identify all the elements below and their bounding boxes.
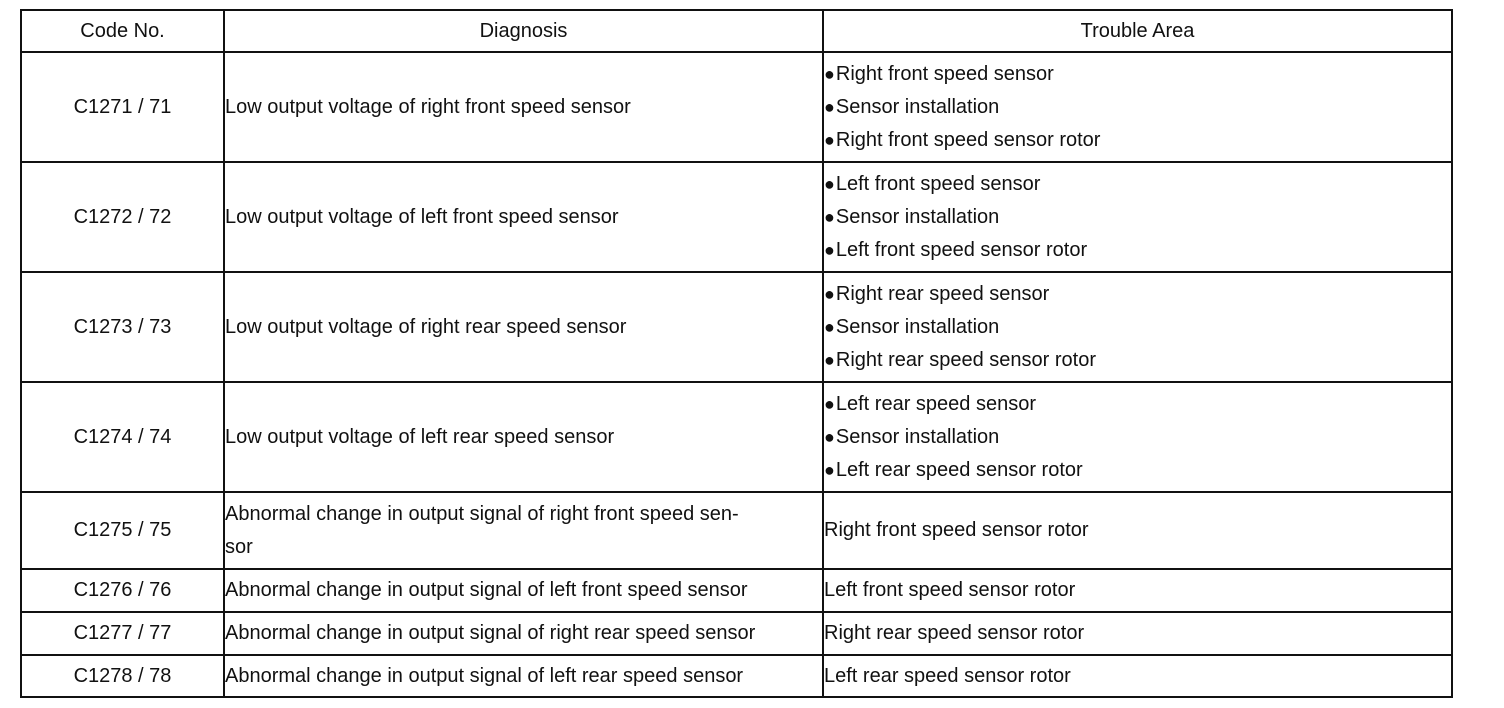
code-cell: C1273 / 73 (21, 272, 224, 382)
trouble-area-text: Right rear speed sensor (835, 282, 1050, 305)
code-cell: C1275 / 75 (21, 492, 224, 569)
trouble-area-cell: Left rear speed sensor rotor (823, 655, 1452, 697)
bullet-icon: ● (824, 349, 835, 370)
bullet-icon: ● (824, 173, 835, 194)
bullet-icon: ● (824, 129, 835, 150)
diagnosis-cell: Low output voltage of left rear speed sensor (224, 382, 823, 492)
trouble-area-cell (823, 272, 1452, 382)
trouble-area-item (824, 91, 1451, 124)
table-row (21, 382, 1452, 492)
trouble-area-cell (823, 162, 1452, 272)
bullet-icon: ● (824, 239, 835, 260)
table-row (21, 492, 1452, 569)
bullet-icon: ● (824, 63, 835, 84)
bullet-icon: ● (824, 96, 835, 117)
trouble-area-text: Sensor installation (835, 315, 1000, 338)
trouble-area-cell: Right rear speed sensor rotor (823, 612, 1452, 655)
trouble-area-text: Sensor installation (835, 95, 1000, 118)
trouble-area-item (824, 234, 1451, 267)
diagnosis-cell: Low output voltage of left front speed sensor (224, 162, 823, 272)
trouble-area-item (824, 201, 1451, 234)
diagnosis-line: Abnormal change in output signal of right front speed sen- (225, 502, 739, 525)
table-row (21, 612, 1452, 655)
trouble-area-cell (823, 382, 1452, 492)
code-cell: C1278 / 78 (21, 655, 224, 697)
trouble-area-text: Left front speed sensor (835, 172, 1041, 195)
code-cell: C1271 / 71 (21, 52, 224, 162)
bullet-icon: ● (824, 283, 835, 304)
trouble-area-item (824, 311, 1451, 344)
table-row (21, 569, 1452, 612)
code-cell: C1276 / 76 (21, 569, 224, 612)
trouble-area-item (824, 421, 1451, 454)
header-diagnosis: Diagnosis (224, 10, 823, 52)
header-row (21, 10, 1452, 52)
trouble-area-text: Left front speed sensor rotor (835, 238, 1088, 261)
table-row (21, 655, 1452, 697)
trouble-area-item (824, 344, 1451, 377)
trouble-area-text: Left rear speed sensor rotor (835, 458, 1083, 481)
trouble-area-text: Right rear speed sensor rotor (835, 348, 1097, 371)
code-cell: C1277 / 77 (21, 612, 224, 655)
trouble-area-item (824, 168, 1451, 201)
trouble-area-text: Right front speed sensor rotor (835, 128, 1101, 151)
bullet-icon: ● (824, 393, 835, 414)
diagnosis-cell: Low output voltage of right rear speed sensor (224, 272, 823, 382)
header-code: Code No. (21, 10, 224, 52)
table-row (21, 52, 1452, 162)
bullet-icon: ● (824, 316, 835, 337)
trouble-area-item (824, 454, 1451, 487)
trouble-area-cell: Right front speed sensor rotor (823, 492, 1452, 569)
diagnosis-cell: Abnormal change in output signal of left front speed sensor (224, 569, 823, 612)
table-row (21, 162, 1452, 272)
header-trouble-area: Trouble Area (823, 10, 1452, 52)
trouble-area-cell (823, 52, 1452, 162)
bullet-icon: ● (824, 426, 835, 447)
diagnosis-cell: Abnormal change in output signal of right rear speed sensor (224, 612, 823, 655)
trouble-area-item (824, 124, 1451, 157)
bullet-icon: ● (824, 459, 835, 480)
trouble-area-item (824, 388, 1451, 421)
trouble-area-text: Sensor installation (835, 205, 1000, 228)
diagnosis-cell: Abnormal change in output signal of left rear speed sensor (224, 655, 823, 697)
table-row (21, 272, 1452, 382)
trouble-area-item (824, 278, 1451, 311)
trouble-area-text: Left rear speed sensor (835, 392, 1036, 415)
bullet-icon: ● (824, 206, 835, 227)
trouble-area-text: Sensor installation (835, 425, 1000, 448)
code-cell: C1274 / 74 (21, 382, 224, 492)
trouble-area-cell: Left front speed sensor rotor (823, 569, 1452, 612)
trouble-area-item (824, 58, 1451, 91)
trouble-area-text: Right front speed sensor (835, 62, 1054, 85)
code-cell: C1272 / 72 (21, 162, 224, 272)
diagnosis-cell: Low output voltage of right front speed sensor (224, 52, 823, 162)
diagnosis-cell (224, 492, 823, 569)
dtc-table (20, 9, 1453, 698)
diagnosis-line: sor (225, 535, 253, 558)
